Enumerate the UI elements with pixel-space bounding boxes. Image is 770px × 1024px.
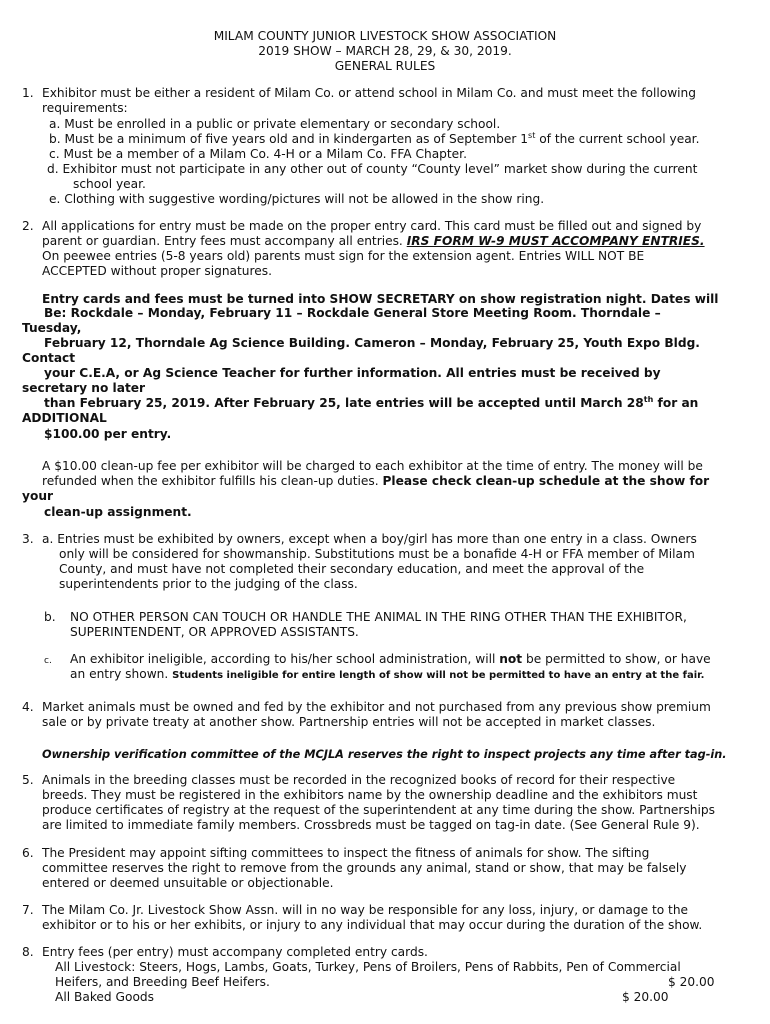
rule-text: The Milam Co. Jr. Livestock Show Assn. will in no way be responsible for any loss, injury, or damage to the: [42, 903, 689, 917]
header-association: MILAM COUNTY JUNIOR LIVESTOCK SHOW ASSOCIATION: [213, 29, 557, 43]
rule-subitem: a. Must be enrolled in a public or private elementary or secondary school.: [49, 117, 501, 131]
rule-text: [42, 234, 705, 249]
rule-text: Animals in the breeding classes must be recorded in the recognized books of record for their respective: [42, 773, 676, 787]
rule-text: On peewee entries (5-8 years old) parents must sign for the extension agent. Entries WILL NOT BE: [42, 249, 645, 263]
rule-subitem: NO OTHER PERSON CAN TOUCH OR HANDLE THE ANIMAL IN THE RING OTHER THAN THE EXHIBITOR,: [70, 610, 687, 624]
fee-category: Heifers, and Breeding Beef Heifers.: [55, 975, 270, 989]
rule-subitem: SUPERINTENDENT, OR APPROVED ASSISTANTS.: [70, 625, 359, 639]
rule-text: breeds. They must be registered in the exhibitors name by the ownership deadline and the exhibitors must: [42, 788, 698, 802]
registration-text: ADDITIONAL: [22, 411, 107, 425]
cleanup-text: A $10.00 clean-up fee per exhibitor will be charged to each exhibitor at the time of entry. The money will be: [42, 459, 703, 473]
registration-text: February 12, Thorndale Ag Science Building. Cameron – Monday, February 25, Youth Expo Bldg.: [44, 336, 700, 350]
rule-text: exhibitor or to his or her exhibits, or injury to any individual that may occur during the duration of the show.: [42, 918, 703, 932]
rule-number: 5.: [22, 773, 34, 787]
rule-subitem-part: be permitted to show, or have: [522, 652, 711, 666]
registration-text: [44, 396, 698, 411]
rule-number: 4.: [22, 700, 34, 714]
rule-text: Entry fees (per entry) must accompany completed entry cards.: [42, 945, 428, 959]
rule-text: The President may appoint sifting committees to inspect the fitness of animals for show. The sifting: [42, 846, 650, 860]
registration-text: Contact: [22, 351, 76, 365]
cleanup-text: your: [22, 489, 54, 503]
header-general-rules: GENERAL RULES: [334, 59, 436, 73]
rule-subitem: superintendents prior to the judging of the class.: [59, 577, 358, 591]
rule-text: requirements:: [42, 101, 128, 115]
rule-number: 3.: [22, 532, 34, 546]
cleanup-text: [42, 474, 709, 489]
rule-subitem: a. Entries must be exhibited by owners, except when a boy/girl has more than one entry in a class. Owners: [42, 532, 697, 546]
deadline-date: than February 25, 2019: [44, 396, 206, 410]
registration-text: Entry cards and fees must be turned into SHOW SECRETARY on show registration night. Dates will: [42, 292, 719, 306]
rule-text: entered or deemed unsuitable or objectionable.: [42, 876, 334, 890]
subitem-label: c.: [44, 656, 52, 666]
rule-text: ACCEPTED without proper signatures.: [42, 264, 272, 278]
rule-text: All applications for entry must be made on the proper entry card. This card must be filled out and signed by: [42, 219, 702, 233]
registration-text: Be: Rockdale – Monday, February 11 – Rockdale General Store Meeting Room. Thorndale –: [44, 306, 661, 320]
fee-amount: $ 20.00: [668, 975, 715, 989]
cleanup-text-part: refunded when the exhibitor fulfills his clean-up duties.: [42, 474, 383, 488]
fee-category: All Livestock: Steers, Hogs, Lambs, Goats, Turkey, Pens of Broilers, Pens of Rabbits, Pen of Commercial: [55, 960, 681, 974]
rule-number: 6.: [22, 846, 34, 860]
rule-subitem: County, and must have not completed their secondary education, and meet the approval of the: [59, 562, 645, 576]
rule-subitem-part: An exhibitor ineligible, according to his/her school administration, will: [70, 652, 500, 666]
rule-subitem: school year.: [73, 177, 146, 191]
irs-form-notice: IRS FORM W-9 MUST ACCOMPANY ENTRIES.: [406, 234, 705, 248]
superscript: th: [643, 394, 654, 404]
rule-number: 2.: [22, 219, 34, 233]
rule-number: 7.: [22, 903, 34, 917]
registration-text: Tuesday,: [22, 321, 82, 335]
rule-subitem: [70, 652, 711, 667]
ownership-verification-note: Ownership verification committee of the MCJLA reserves the right to inspect projects any time after tag-in.: [42, 748, 727, 761]
rule-text: Market animals must be owned and fed by the exhibitor and not purchased from any previous show premium: [42, 700, 711, 714]
superscript: st: [528, 130, 536, 140]
rule-text: are limited to immediate family members. Crossbreds must be tagged on tag-in date. (See General Rule 9).: [42, 818, 700, 832]
rule-subitem-text: of the current school year.: [535, 132, 700, 146]
rule-subitem: c. Must be a member of a Milam Co. 4-H or a Milam Co. FFA Chapter.: [49, 147, 467, 161]
rule-subitem-text: b. Must be a minimum of five years old and in kindergarten as of September 1: [49, 132, 529, 146]
rule-text-part: parent or guardian. Entry fees must accompany all entries.: [42, 234, 407, 248]
registration-text-part: . After February 25, late entries will be accepted until March 28: [205, 396, 644, 410]
rule-text: Exhibitor must be either a resident of Milam Co. or attend school in Milam Co. and must meet the following: [42, 86, 697, 100]
registration-text: secretary no later: [22, 381, 146, 395]
subitem-label: b.: [44, 610, 56, 624]
cleanup-schedule-note: Please check clean-up schedule at the show for: [382, 474, 710, 488]
ineligibility-note: Students ineligible for entire length of show will not be permitted to have an entry at the fair.: [172, 670, 705, 681]
rule-subitem: only will be considered for showmanship. Substitutions must be a bonafide 4-H or FFA member of Milam: [59, 547, 695, 561]
header-show-dates: 2019 SHOW – MARCH 28, 29, & 30, 2019.: [258, 44, 512, 58]
late-entry-fee: $100.00 per entry.: [44, 427, 172, 441]
registration-text-part: for an: [653, 396, 699, 410]
rule-text: produce certificates of registry at the request of the superintendent at any time during the show. Partnerships: [42, 803, 715, 817]
fee-category: All Baked Goods: [55, 990, 154, 1004]
rule-number: 1.: [22, 86, 34, 100]
rule-subitem: e. Clothing with suggestive wording/pictures will not be allowed in the show ring.: [49, 192, 545, 206]
cleanup-text: clean-up assignment.: [44, 505, 192, 519]
rule-subitem: d. Exhibitor must not participate in any other out of county “County level” market show during the current: [47, 162, 698, 176]
rule-subitem: [70, 667, 704, 683]
rule-number: 8.: [22, 945, 34, 959]
emphasis-not: not: [499, 652, 523, 666]
rule-subitem: [49, 132, 699, 147]
rule-subitem-part: an entry shown.: [70, 667, 173, 681]
rule-text: committee reserves the right to remove from the grounds any animal, stand or show, that may be falsely: [42, 861, 687, 875]
fee-amount: $ 20.00: [622, 990, 669, 1004]
registration-text: your C.E.A, or Ag Science Teacher for further information. All entries must be received by: [44, 366, 661, 380]
rule-text: sale or by private treaty at another show. Partnership entries will not be accepted in market classes.: [42, 715, 656, 729]
